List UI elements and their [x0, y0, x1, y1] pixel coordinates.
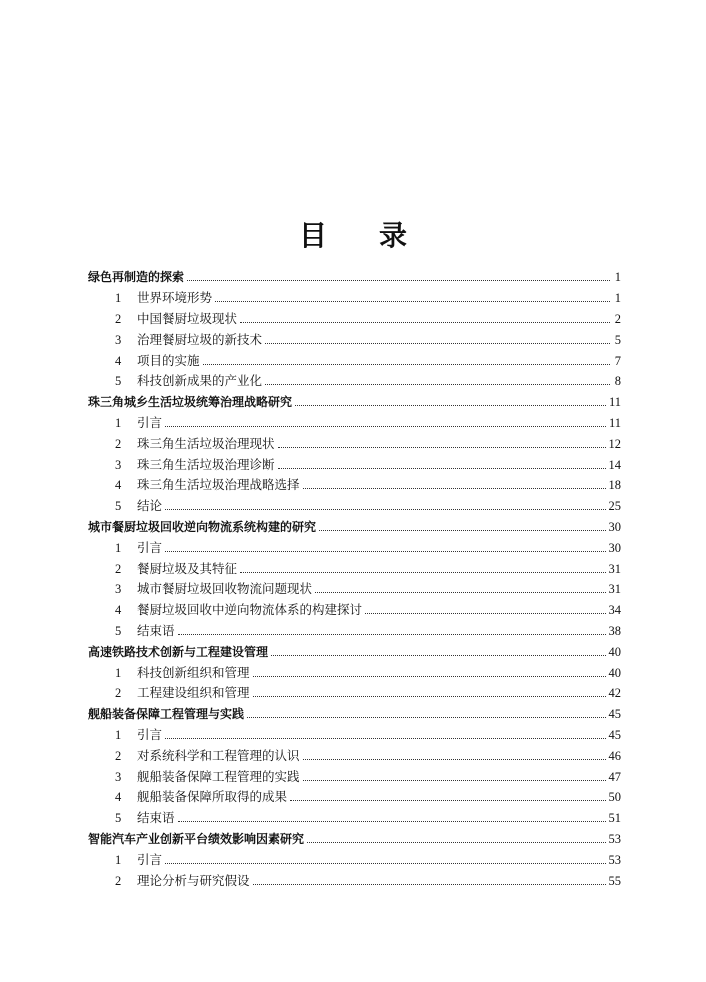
toc-page-number: 30	[608, 519, 621, 534]
toc-section-number: 4	[115, 790, 122, 805]
toc-page-number: 8	[614, 374, 621, 389]
toc-page-number: 53	[608, 831, 621, 846]
toc-section-title: 舰船装备保障所取得的成果	[137, 789, 288, 805]
toc-page-number: 38	[608, 623, 621, 638]
toc-section-row	[88, 475, 621, 496]
toc-section-number: 3	[115, 769, 122, 784]
title-char-2: 录	[379, 219, 408, 252]
toc-section-row	[88, 537, 621, 558]
dot-leader	[178, 820, 606, 822]
toc-section-title: 世界环境形势	[137, 290, 213, 306]
dot-leader	[303, 487, 606, 489]
toc-section-row	[88, 413, 621, 434]
toc-section-title: 城市餐厨垃圾回收物流问题现状	[137, 581, 313, 597]
toc-section-number: 1	[115, 415, 122, 430]
dot-leader	[165, 737, 605, 739]
toc-section-title: 项目的实施	[137, 352, 200, 368]
toc-section-number: 2	[115, 686, 122, 701]
toc-section-row	[88, 870, 621, 891]
toc-page-number: 31	[608, 582, 621, 597]
toc-section-row	[88, 309, 621, 330]
toc-section-number: 1	[115, 727, 122, 742]
toc-section-title: 科技创新成果的产业化	[137, 373, 263, 389]
title-char-1: 目	[298, 219, 327, 252]
toc-section-row	[88, 683, 621, 704]
dot-leader	[307, 841, 605, 843]
toc-page-number: 14	[608, 457, 621, 472]
toc-section-number: 1	[115, 665, 122, 680]
toc-section-row	[88, 745, 621, 766]
toc-page-number: 50	[608, 790, 621, 805]
dot-leader	[278, 467, 606, 469]
toc-page-number: 47	[608, 769, 621, 784]
toc-section-title: 珠三角生活垃圾治理现状	[137, 435, 275, 451]
toc-section-number: 3	[115, 332, 122, 347]
toc-chapter-row	[88, 704, 621, 725]
toc-section-title: 餐厨垃圾回收中逆向物流体系的构建探讨	[137, 602, 363, 618]
toc-page-number: 5	[614, 332, 621, 347]
toc-section-title: 结束语	[137, 810, 175, 826]
toc-section-number: 5	[115, 499, 122, 514]
toc-page-number: 30	[608, 540, 621, 555]
dot-leader	[253, 883, 606, 885]
toc-section-row	[88, 808, 621, 829]
toc-section-row	[88, 621, 621, 642]
toc-section-row	[88, 849, 621, 870]
toc-section-row	[88, 454, 621, 475]
toc-section-number: 1	[115, 291, 122, 306]
toc-page-number: 25	[608, 499, 621, 514]
dot-leader	[253, 675, 606, 677]
toc-section-title: 工程建设组织和管理	[137, 685, 250, 701]
dot-leader	[271, 654, 605, 656]
toc-section-number: 2	[115, 873, 122, 888]
toc-section-title: 治理餐厨垃圾的新技术	[137, 331, 263, 347]
toc-page-number: 46	[608, 748, 621, 763]
dot-leader	[165, 862, 605, 864]
toc-page-number: 7	[614, 353, 621, 368]
toc-page-number: 12	[608, 436, 621, 451]
toc-section-row	[88, 329, 621, 350]
toc-section-title: 科技创新组织和管理	[137, 664, 250, 680]
toc-section-row	[88, 579, 621, 600]
toc-section-title: 结束语	[137, 622, 175, 638]
toc-section-number: 5	[115, 623, 122, 638]
toc-section-row	[88, 558, 621, 579]
dot-leader	[278, 446, 606, 448]
toc-page-number: 11	[608, 415, 621, 430]
dot-leader	[265, 342, 610, 344]
page-title	[0, 216, 706, 256]
dot-leader	[265, 383, 610, 385]
toc-page-number: 18	[608, 478, 621, 493]
toc-section-row	[88, 496, 621, 517]
dot-leader	[187, 279, 610, 281]
dot-leader	[319, 529, 605, 531]
toc-section-number: 5	[115, 811, 122, 826]
toc-section-row	[88, 288, 621, 309]
dot-leader	[315, 591, 605, 593]
dot-leader	[165, 550, 605, 552]
toc-chapter-row	[88, 392, 621, 413]
toc-section-number: 4	[115, 353, 122, 368]
dot-leader	[303, 758, 606, 760]
toc-section-title: 珠三角生活垃圾治理战略选择	[137, 477, 300, 493]
toc-chapter-title: 舰船装备保障工程管理与实践	[88, 707, 245, 722]
toc-section-title: 中国餐厨垃圾现状	[137, 310, 238, 326]
toc-page-number: 11	[608, 395, 621, 410]
toc-chapter-row	[88, 641, 621, 662]
toc-chapter-title: 智能汽车产业创新平台绩效影响因素研究	[88, 831, 305, 846]
toc-section-row	[88, 600, 621, 621]
toc-section-title: 珠三角生活垃圾治理诊断	[137, 456, 275, 472]
toc-page-number: 40	[608, 644, 621, 659]
toc-page-number: 34	[608, 603, 621, 618]
toc-section-number: 3	[115, 582, 122, 597]
toc-page-number: 1	[614, 270, 621, 285]
toc-section-number: 4	[115, 603, 122, 618]
toc-page-number: 2	[614, 311, 621, 326]
toc-section-row	[88, 371, 621, 392]
toc-chapter-row	[88, 829, 621, 850]
toc-section-title: 餐厨垃圾及其特征	[137, 560, 238, 576]
dot-leader	[178, 633, 606, 635]
toc-section-number: 2	[115, 311, 122, 326]
toc-section-row	[88, 433, 621, 454]
dot-leader	[295, 404, 606, 406]
dot-leader	[253, 695, 606, 697]
toc-section-title: 结论	[137, 498, 163, 514]
toc-chapter-title: 高速铁路技术创新与工程建设管理	[88, 644, 269, 659]
toc-page-number: 53	[608, 852, 621, 867]
toc-chapter-title: 城市餐厨垃圾回收逆向物流系统构建的研究	[88, 519, 317, 534]
toc-page-number: 45	[608, 707, 621, 722]
toc-page-number: 45	[608, 727, 621, 742]
toc-chapter-row	[88, 517, 621, 538]
toc-page-number: 40	[608, 665, 621, 680]
toc-page-number: 31	[608, 561, 621, 576]
toc-section-title: 引言	[137, 539, 163, 555]
toc-chapter-row	[88, 267, 621, 288]
dot-leader	[165, 508, 605, 510]
toc-section-row	[88, 787, 621, 808]
toc-page-number: 42	[608, 686, 621, 701]
toc-section-title: 引言	[137, 414, 163, 430]
dot-leader	[215, 300, 610, 302]
dot-leader	[240, 571, 605, 573]
toc-section-title: 对系统科学和工程管理的认识	[137, 747, 300, 763]
toc-section-title: 理论分析与研究假设	[137, 872, 250, 888]
toc-section-number: 2	[115, 436, 122, 451]
toc-section-number: 2	[115, 561, 122, 576]
toc-page-number: 51	[608, 811, 621, 826]
dot-leader	[247, 716, 605, 718]
toc-section-row	[88, 662, 621, 683]
toc-section-number: 1	[115, 540, 122, 555]
toc-chapter-title: 珠三角城乡生活垃圾统筹治理战略研究	[88, 395, 293, 410]
toc-section-row	[88, 766, 621, 787]
toc-section-row	[88, 350, 621, 371]
toc-page-number: 1	[614, 291, 621, 306]
dot-leader	[365, 612, 605, 614]
toc-chapter-title: 绿色再制造的探索	[88, 270, 185, 285]
toc-section-number: 1	[115, 852, 122, 867]
toc-section-number: 2	[115, 748, 122, 763]
table-of-contents	[88, 267, 621, 891]
toc-section-row	[88, 725, 621, 746]
dot-leader	[165, 425, 606, 427]
toc-section-number: 4	[115, 478, 122, 493]
dot-leader	[240, 321, 610, 323]
toc-section-number: 5	[115, 374, 122, 389]
dot-leader	[203, 363, 610, 365]
toc-section-number: 3	[115, 457, 122, 472]
toc-page-number: 55	[608, 873, 621, 888]
dot-leader	[290, 799, 605, 801]
toc-section-title: 舰船装备保障工程管理的实践	[137, 768, 300, 784]
toc-section-title: 引言	[137, 726, 163, 742]
dot-leader	[303, 779, 606, 781]
toc-section-title: 引言	[137, 851, 163, 867]
